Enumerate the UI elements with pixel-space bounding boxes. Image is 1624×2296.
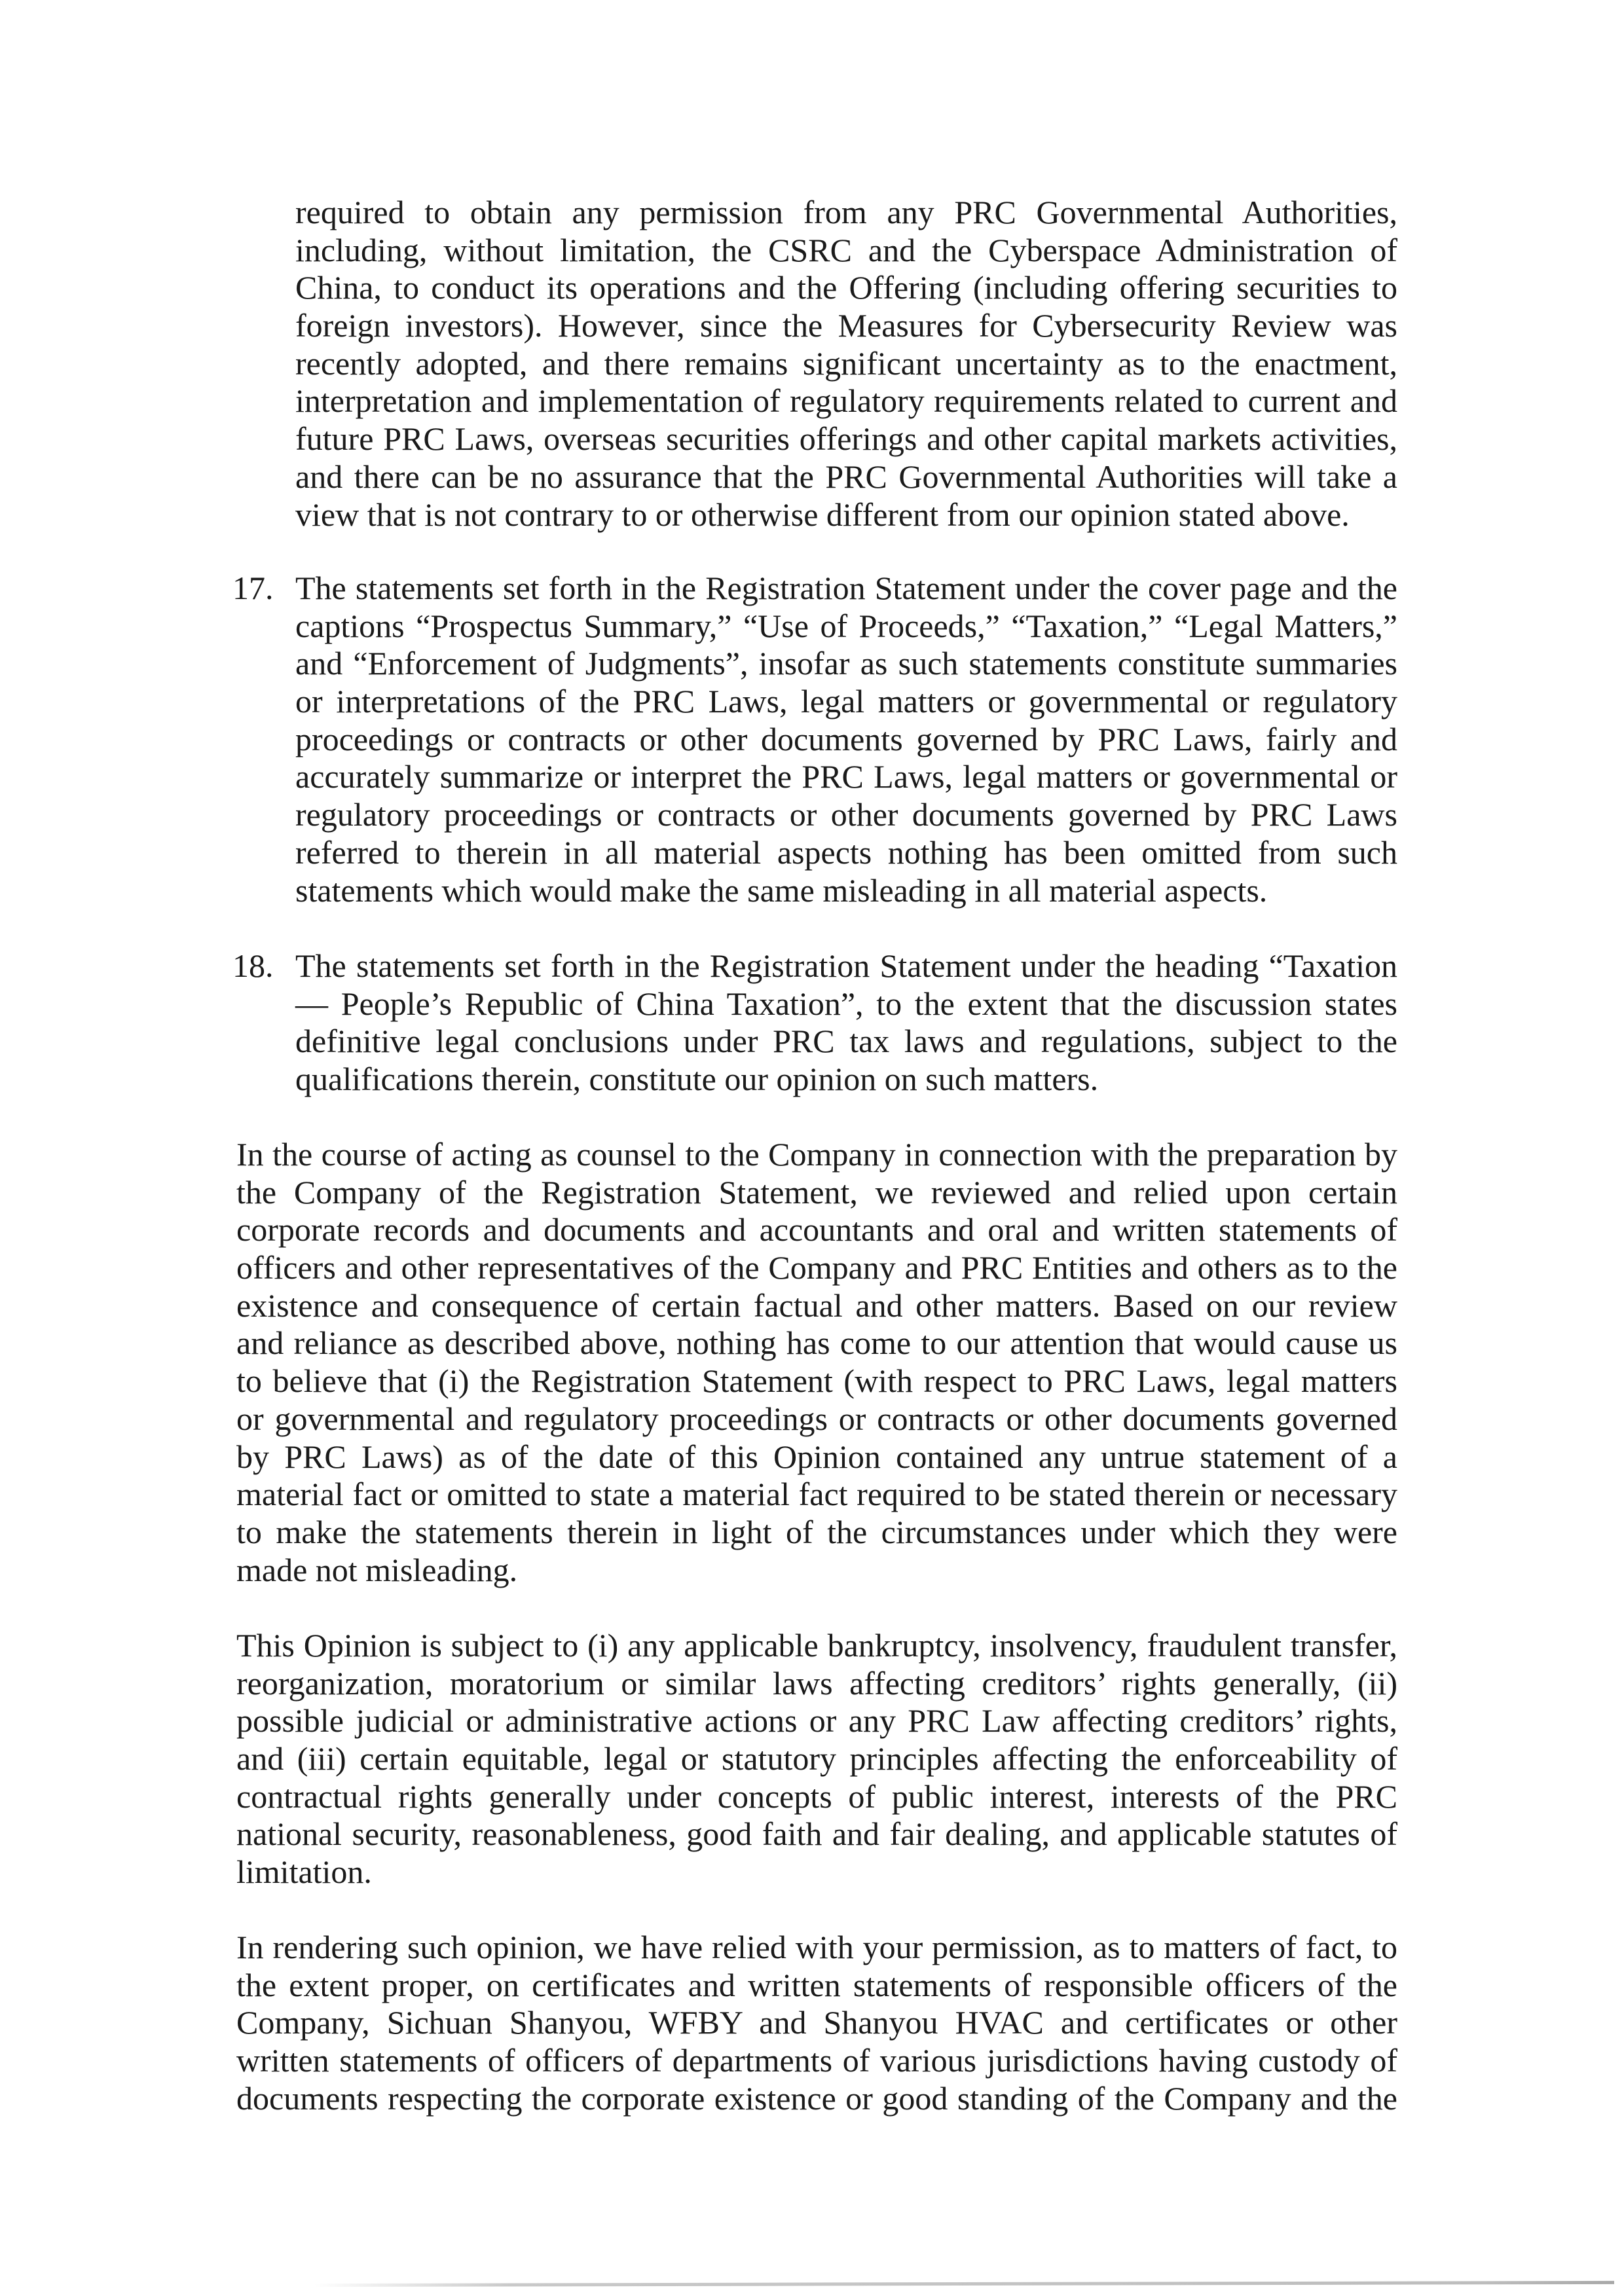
list-number-18: 18. <box>232 947 274 984</box>
text-line: The statements set forth in the Registration Statement under the cover page and the <box>295 570 1397 606</box>
text-line: limitation. <box>236 1853 372 1891</box>
text-line: interpretation and implementation of regulatory requirements related to current and <box>295 382 1397 420</box>
text-line: officers and other representatives of the Company and PRC Entities and others as to the <box>236 1249 1397 1286</box>
text-line: and reliance as described above, nothing has come to our attention that would cause us <box>236 1324 1397 1362</box>
text-line: In rendering such opinion, we have relied with your permission, as to matters of fact, to <box>236 1929 1397 1965</box>
text-line: statements which would make the same misleading in all material aspects. <box>295 871 1268 909</box>
text-line: and (iii) certain equitable, legal or statutory principles affecting the enforceability of <box>236 1740 1397 1777</box>
text-line: or governmental and regulatory proceedings or contracts or other documents governed <box>236 1400 1397 1437</box>
list-number-17: 17. <box>232 570 274 606</box>
text-line: The statements set forth in the Registration Statement under the heading “Taxation <box>295 947 1397 984</box>
text-line: corporate records and documents and accountants and oral and written statements of <box>236 1211 1397 1248</box>
text-line: to make the statements therein in light of the circumstances under which they were <box>236 1513 1397 1550</box>
text-line: national security, reasonableness, good faith and fair dealing, and applicable statutes of <box>236 1815 1397 1853</box>
text-line: In the course of acting as counsel to the Company in connection with the preparation by <box>236 1136 1397 1173</box>
list-item-18 <box>295 947 1397 1099</box>
text-line: material fact or omitted to state a material fact required to be stated therein or necessary <box>236 1476 1397 1513</box>
paragraph-subject-to <box>236 1627 1397 1891</box>
text-line: or interpretations of the PRC Laws, legal matters or governmental or regulatory <box>295 683 1397 720</box>
text-line: referred to therein in all material aspects nothing has been omitted from such <box>295 833 1397 871</box>
text-line: existence and consequence of certain factual and other matters. Based on our review <box>236 1286 1397 1324</box>
text-line: documents respecting the corporate existence or good standing of the Company and the <box>236 2079 1397 2117</box>
text-line: made not misleading. <box>236 1551 518 1588</box>
text-line: — People’s Republic of China Taxation”, to the extent that the discussion states <box>295 985 1397 1022</box>
text-line: possible judicial or administrative actions or any PRC Law affecting creditors’ rights, <box>236 1702 1397 1740</box>
text-line: accurately summarize or interpret the PRC Laws, legal matters or governmental or <box>295 758 1397 795</box>
list-item-17 <box>295 570 1397 909</box>
text-line: Company, Sichuan Shanyou, WFBY and Shanyou HVAC and certificates or other <box>236 2004 1397 2041</box>
text-line: contractual rights generally under concepts of public interest, interests of the PRC <box>236 1777 1397 1815</box>
text-line: written statements of officers of departments of various jurisdictions having custody of <box>236 2042 1397 2079</box>
text-line: including, without limitation, the CSRC and the Cyberspace Administration of <box>295 231 1397 268</box>
text-line: recently adopted, and there remains significant uncertainty as to the enactment, <box>295 344 1397 382</box>
text-line: definitive legal conclusions under PRC tax laws and regulations, subject to the <box>295 1023 1397 1060</box>
text-line: the Company of the Registration Statement, we reviewed and relied upon certain <box>236 1173 1397 1211</box>
text-line: and there can be no assurance that the PRC Governmental Authorities will take a <box>295 458 1397 495</box>
text-line: and “Enforcement of Judgments”, insofar as such statements constitute summaries <box>295 645 1397 682</box>
text-line: future PRC Laws, overseas securities offerings and other capital markets activities, <box>295 420 1397 458</box>
text-line: view that is not contrary to or otherwise different from our opinion stated above. <box>295 496 1350 533</box>
text-line: regulatory proceedings or contracts or other documents governed by PRC Laws <box>295 796 1397 833</box>
text-line: to believe that (i) the Registration Statement (with respect to PRC Laws, legal matters <box>236 1362 1397 1400</box>
text-line: This Opinion is subject to (i) any applicable bankruptcy, insolvency, fraudulent transfer, <box>236 1627 1397 1664</box>
text-line: captions “Prospectus Summary,” “Use of Proceeds,” “Taxation,” “Legal Matters,” <box>295 607 1397 644</box>
scan-edge-line <box>314 2281 1614 2287</box>
text-line: by PRC Laws) as of the date of this Opinion contained any untrue statement of a <box>236 1438 1397 1475</box>
text-line: foreign investors). However, since the Measures for Cybersecurity Review was <box>295 307 1397 344</box>
text-line: the extent proper, on certificates and written statements of responsible officers of the <box>236 1966 1397 2003</box>
text-line: proceedings or contracts or other documents governed by PRC Laws, fairly and <box>295 720 1397 757</box>
text-line: qualifications therein, constitute our opinion on such matters. <box>295 1061 1099 1098</box>
text-line: China, to conduct its operations and the Offering (including offering securities to <box>295 269 1397 306</box>
text-line: reorganization, moratorium or similar laws affecting creditors’ rights generally, (ii) <box>236 1664 1397 1702</box>
paragraph-course-of-acting <box>236 1136 1397 1589</box>
paragraph-in-rendering <box>236 1929 1397 2117</box>
paragraph-continuation <box>295 194 1397 534</box>
text-line: required to obtain any permission from any PRC Governmental Authorities, <box>295 194 1397 230</box>
